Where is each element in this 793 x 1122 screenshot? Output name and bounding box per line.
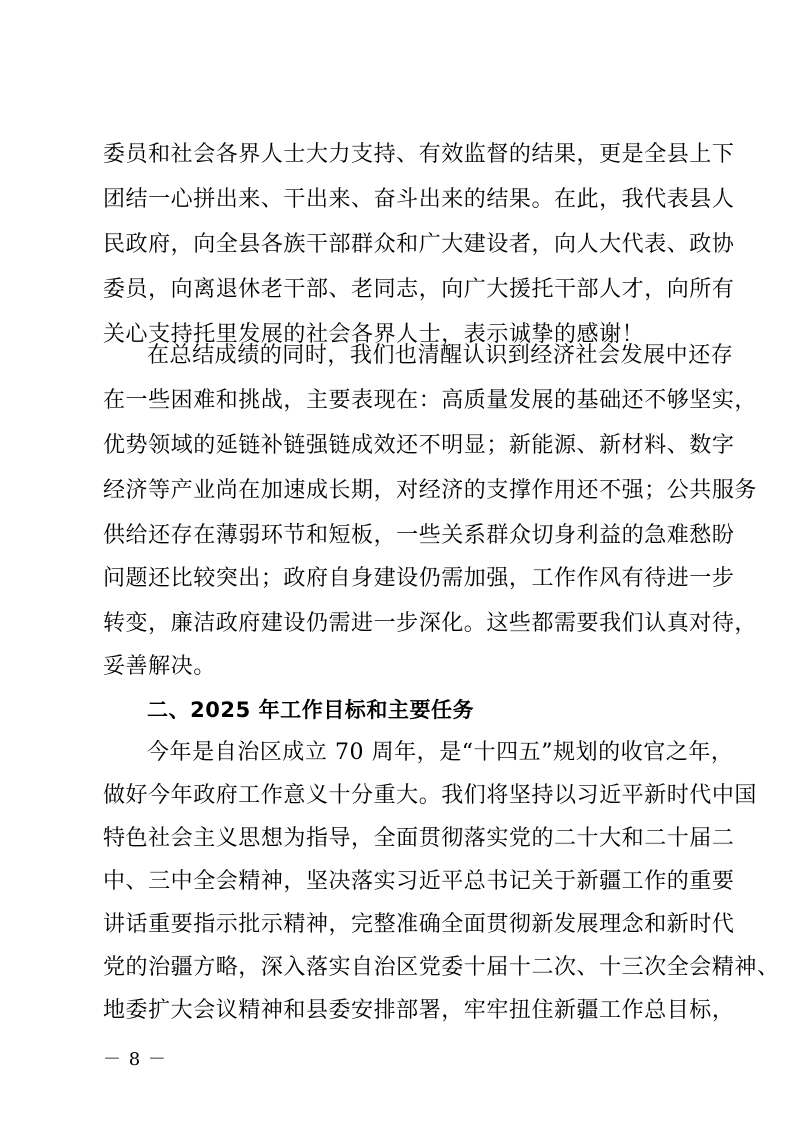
paragraph-line: 团结一心拼出来、干出来、奋斗出来的结果。在此，我代表县人: [103, 187, 735, 212]
paragraph-line: 委员，向离退休老干部、老同志，向广大援托干部人才，向所有: [103, 277, 735, 302]
paragraph-line: 在一些困难和挑战，主要表现在：高质量发展的基础还不够坚实，: [103, 388, 757, 413]
paragraph-line: 民政府，向全县各族干部群众和广大建设者，向人大代表、政协: [103, 232, 735, 257]
paragraph-line: 特色社会主义思想为指导，全面贯彻落实党的二十大和二十届二: [103, 826, 735, 851]
paragraph-line: 问题还比较突出；政府自身建设仍需加强，工作作风有待进一步: [103, 566, 735, 591]
paragraph-line: 转变，廉洁政府建设仍需进一步深化。这些都需要我们认真对待，: [103, 611, 757, 636]
paragraph-line: 经济等产业尚在加速成长期，对经济的支撑作用还不强；公共服务: [103, 478, 757, 503]
paragraph-line: 地委扩大会议精神和县委安排部署，牢牢扭住新疆工作总目标，: [103, 998, 735, 1023]
paragraph-line: 供给还存在薄弱环节和短板，一些关系群众切身利益的急难愁盼: [103, 523, 735, 548]
paragraph-line: 关心支持托里发展的社会各界人士，表示诚挚的感谢！: [103, 322, 645, 347]
paragraph-line: 做好今年政府工作意义十分重大。我们将坚持以习近平新时代中国: [103, 783, 757, 808]
paragraph-line: 妥善解决。: [103, 654, 216, 679]
page-number: － 8 －: [103, 1049, 167, 1070]
paragraph-line: 中、三中全会精神，坚决落实习近平总书记关于新疆工作的重要: [103, 869, 735, 894]
paragraph-line: 委员和社会各界人士大力支持、有效监督的结果，更是全县上下: [103, 142, 735, 167]
paragraph-line: 今年是自治区成立 70 周年，是“十四五”规划的收官之年，: [147, 740, 734, 765]
paragraph-line: 讲话重要指示批示精神，完整准确全面贯彻新发展理念和新时代: [103, 912, 735, 937]
section-heading: 二、2025 年工作目标和主要任务: [147, 698, 475, 722]
paragraph-line: 优势领域的延链补链强链成效还不明显；新能源、新材料、数字: [103, 433, 735, 458]
paragraph-line: 在总结成绩的同时，我们也清醒认识到经济社会发展中还存: [147, 343, 734, 368]
paragraph-line: 党的治疆方略，深入落实自治区党委十届十二次、十三次全会精神、: [103, 955, 780, 980]
